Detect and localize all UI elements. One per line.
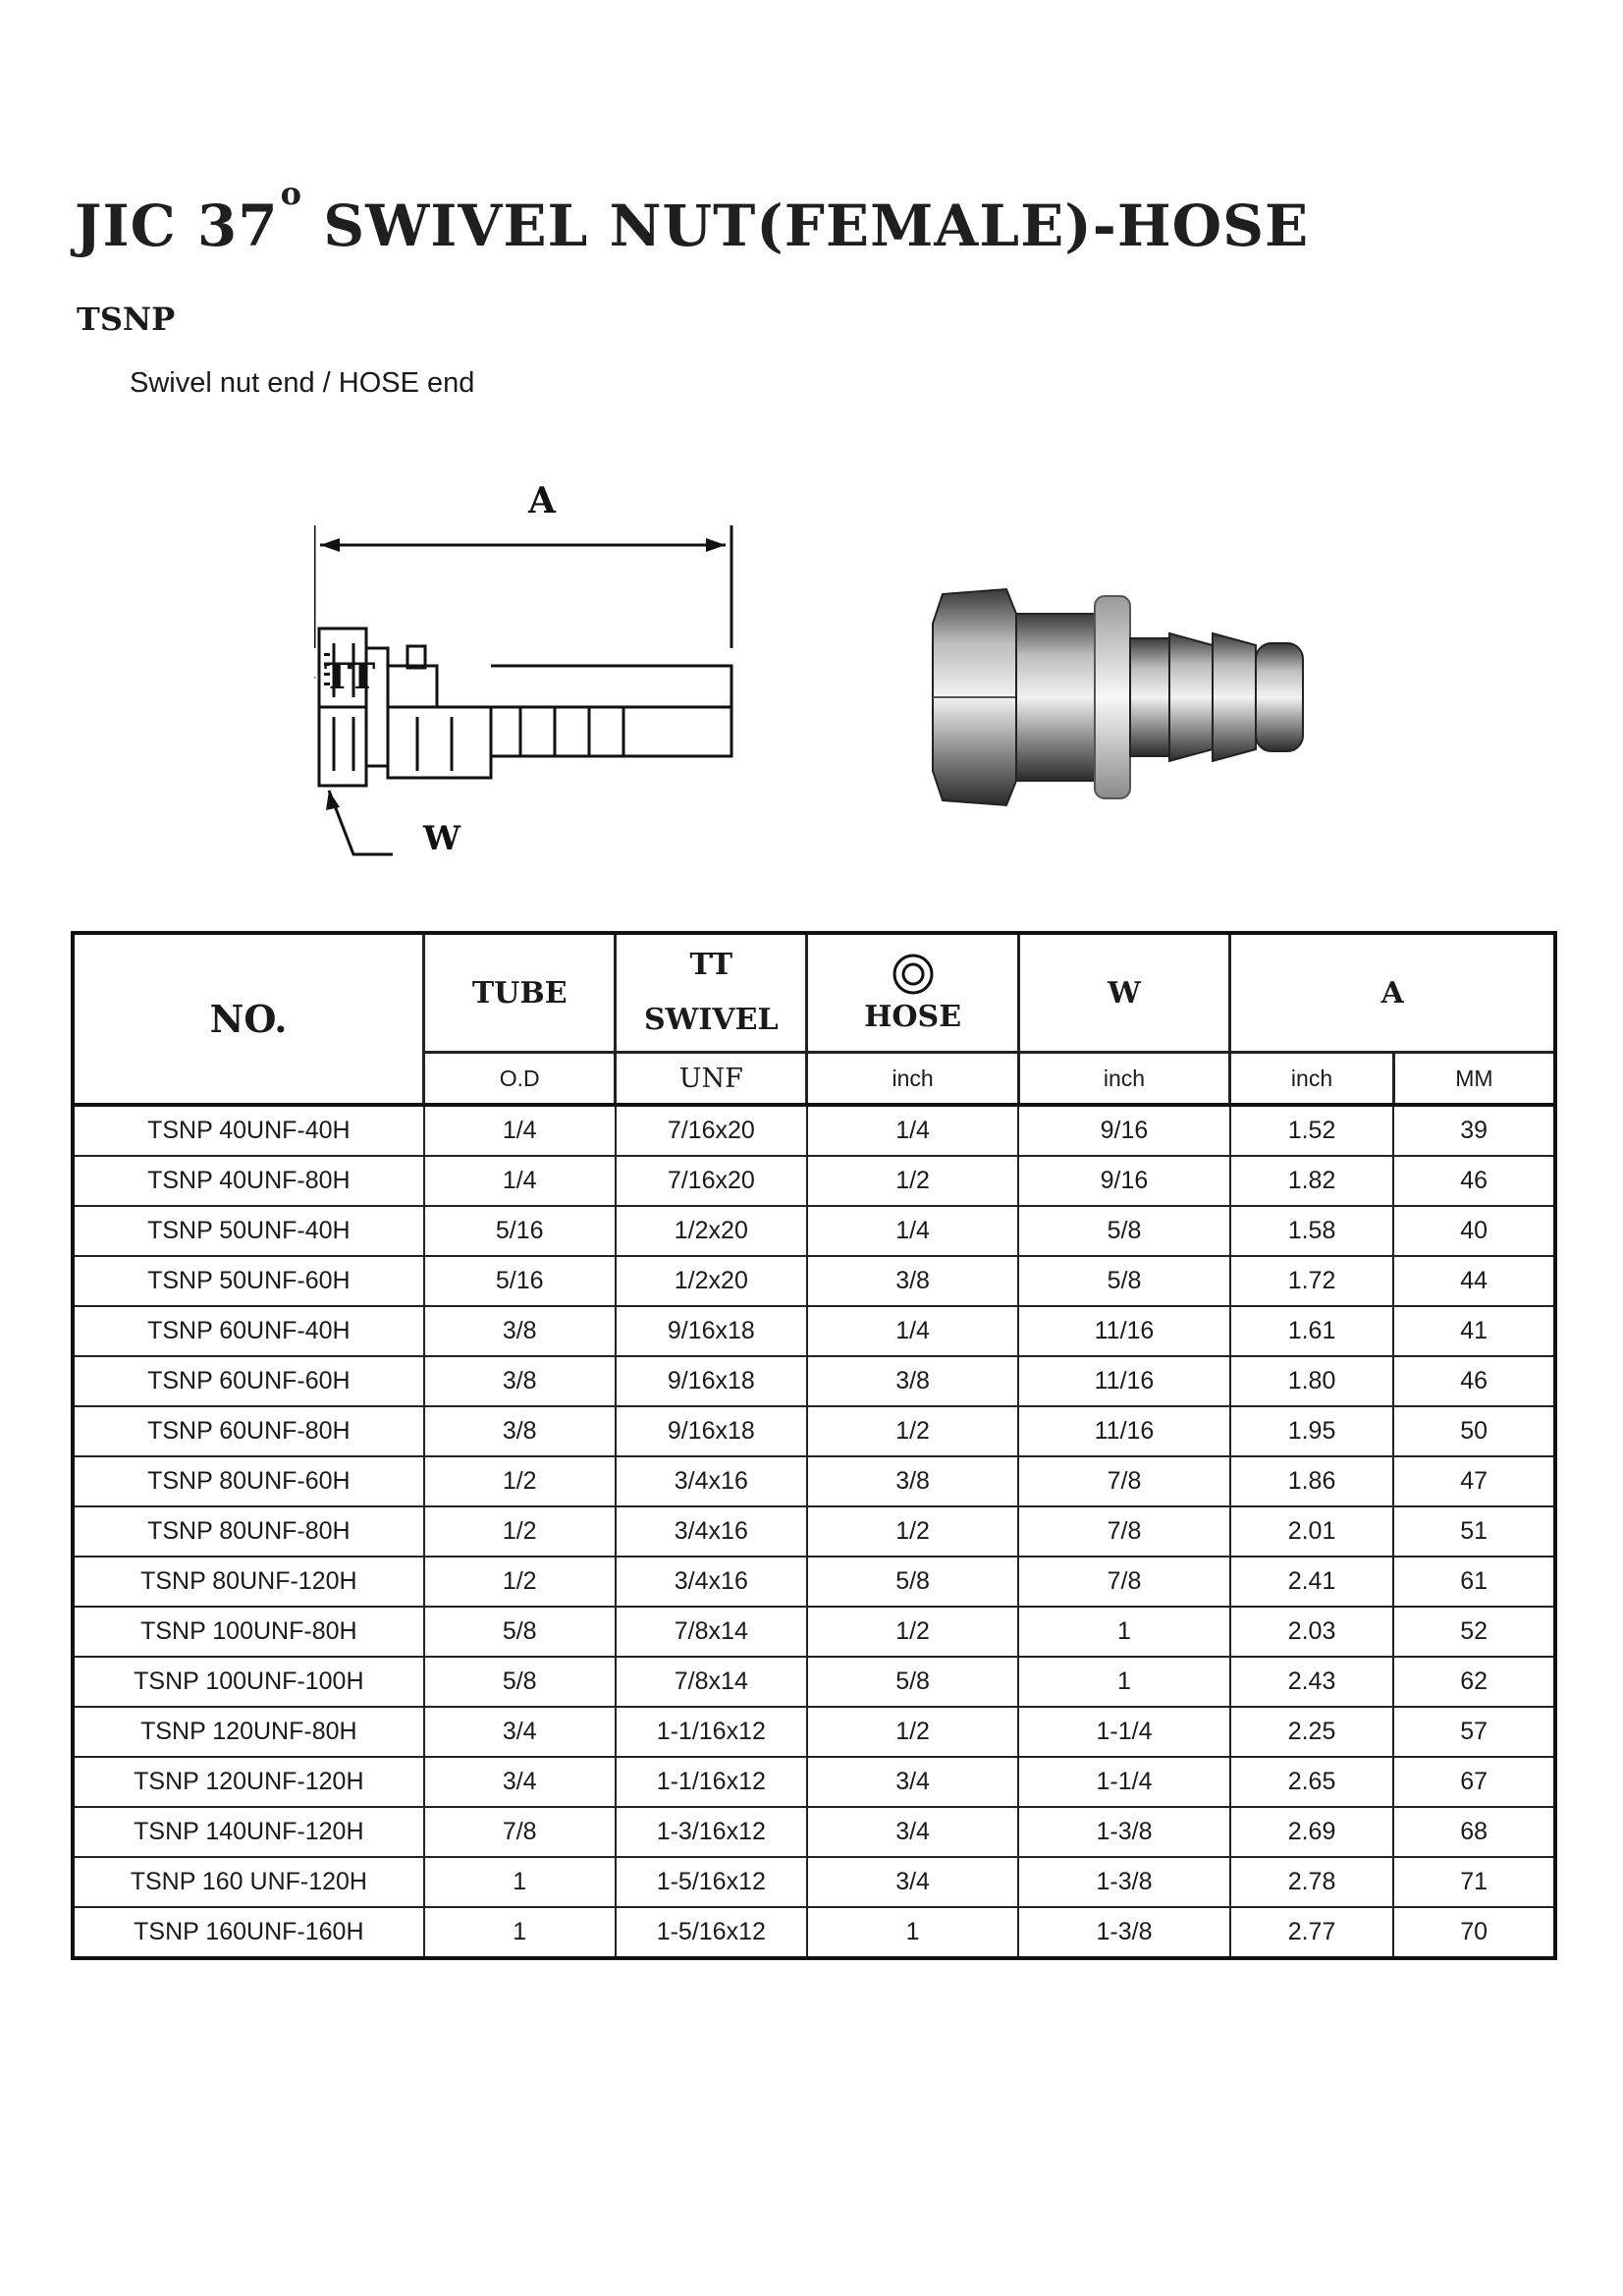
cell-tube-od: 1	[424, 1907, 616, 1958]
cell-w-inch: 1-1/4	[1018, 1757, 1229, 1807]
cell-swivel-unf: 7/16x20	[616, 1156, 807, 1206]
cell-swivel-unf: 7/16x20	[616, 1105, 807, 1156]
cell-a-mm: 67	[1393, 1757, 1555, 1807]
cell-no: TSNP 160UNF-160H	[73, 1907, 424, 1958]
cell-a-mm: 46	[1393, 1156, 1555, 1206]
cell-a-inch: 2.78	[1230, 1857, 1394, 1907]
table-row	[73, 1807, 1555, 1857]
cell-no: TSNP 80UNF-120H	[73, 1557, 424, 1607]
cell-w-inch: 9/16	[1018, 1156, 1229, 1206]
cell-a-mm: 50	[1393, 1406, 1555, 1456]
table-row	[73, 1406, 1555, 1456]
col-header-w: W	[1018, 933, 1229, 1053]
cell-swivel-unf: 1/2x20	[616, 1206, 807, 1256]
col-header-hose-label: HOSE	[864, 999, 962, 1034]
cell-w-inch: 1-3/8	[1018, 1857, 1229, 1907]
cell-hose-inch: 1/2	[807, 1156, 1018, 1206]
cell-w-inch: 7/8	[1018, 1506, 1229, 1557]
cell-a-mm: 57	[1393, 1707, 1555, 1757]
cell-w-inch: 11/16	[1018, 1406, 1229, 1456]
cell-hose-inch: 3/4	[807, 1857, 1018, 1907]
cell-a-inch: 1.82	[1230, 1156, 1394, 1206]
cell-a-mm: 62	[1393, 1657, 1555, 1707]
cell-a-inch: 1.72	[1230, 1256, 1394, 1306]
sub-header-swivel: UNF	[616, 1053, 807, 1106]
cell-no: TSNP 60UNF-40H	[73, 1306, 424, 1356]
title-main: JIC 37	[75, 192, 279, 259]
table-row	[73, 1306, 1555, 1356]
cell-a-mm: 68	[1393, 1807, 1555, 1857]
cell-a-inch: 2.77	[1230, 1907, 1394, 1958]
cell-w-inch: 5/8	[1018, 1206, 1229, 1256]
sub-header-a-mm: MM	[1393, 1053, 1555, 1106]
cell-hose-inch: 3/8	[807, 1256, 1018, 1306]
cell-w-inch: 5/8	[1018, 1256, 1229, 1306]
cell-no: TSNP 50UNF-40H	[73, 1206, 424, 1256]
cell-no: TSNP 160 UNF-120H	[73, 1857, 424, 1907]
col-header-tube: TUBE	[424, 933, 616, 1053]
cell-no: TSNP 80UNF-60H	[73, 1456, 424, 1506]
table-row	[73, 1657, 1555, 1707]
cell-no: TSNP 60UNF-60H	[73, 1356, 424, 1406]
product-code: TSNP	[77, 301, 176, 338]
cell-tube-od: 5/16	[424, 1256, 616, 1306]
cell-a-inch: 2.25	[1230, 1707, 1394, 1757]
col-header-hose	[807, 933, 1018, 1053]
cell-swivel-unf: 1-1/16x12	[616, 1707, 807, 1757]
cell-a-inch: 1.86	[1230, 1456, 1394, 1506]
cell-no: TSNP 40UNF-80H	[73, 1156, 424, 1206]
cell-w-inch: 11/16	[1018, 1306, 1229, 1356]
cell-a-inch: 2.69	[1230, 1807, 1394, 1857]
cell-a-mm: 52	[1393, 1607, 1555, 1657]
table-body	[73, 1105, 1555, 1958]
cell-a-mm: 61	[1393, 1557, 1555, 1607]
dimension-label-tt: TT	[324, 656, 376, 697]
cell-swivel-unf: 3/4x16	[616, 1506, 807, 1557]
table-header-row	[73, 933, 1555, 1053]
fitting-product-photo	[928, 574, 1321, 820]
cell-w-inch: 1-3/8	[1018, 1907, 1229, 1958]
cell-tube-od: 5/16	[424, 1206, 616, 1256]
cell-a-mm: 41	[1393, 1306, 1555, 1356]
cell-hose-inch: 1/2	[807, 1506, 1018, 1557]
cell-no: TSNP 120UNF-120H	[73, 1757, 424, 1807]
cell-hose-inch: 3/4	[807, 1807, 1018, 1857]
cell-hose-inch: 5/8	[807, 1657, 1018, 1707]
table-row	[73, 1757, 1555, 1807]
table-row	[73, 1907, 1555, 1958]
cell-hose-inch: 3/4	[807, 1757, 1018, 1807]
cell-swivel-unf: 1-1/16x12	[616, 1757, 807, 1807]
table-row	[73, 1506, 1555, 1557]
table-row	[73, 1607, 1555, 1657]
cell-a-inch: 1.58	[1230, 1206, 1394, 1256]
cell-w-inch: 1-3/8	[1018, 1807, 1229, 1857]
cell-w-inch: 1	[1018, 1607, 1229, 1657]
cell-a-mm: 47	[1393, 1456, 1555, 1506]
cell-tube-od: 1/2	[424, 1456, 616, 1506]
cell-w-inch: 7/8	[1018, 1456, 1229, 1506]
cell-no: TSNP 60UNF-80H	[73, 1406, 424, 1456]
cell-hose-inch: 3/8	[807, 1456, 1018, 1506]
col-header-swivel: SWIVEL	[643, 1003, 779, 1037]
cell-tube-od: 1	[424, 1857, 616, 1907]
sub-header-w: inch	[1018, 1053, 1229, 1106]
table-row	[73, 1707, 1555, 1757]
cell-no: TSNP 100UNF-80H	[73, 1607, 424, 1657]
cell-a-inch: 1.52	[1230, 1105, 1394, 1156]
cell-a-inch: 2.41	[1230, 1557, 1394, 1607]
sub-header-tube: O.D	[424, 1053, 616, 1106]
table-row	[73, 1256, 1555, 1306]
cell-no: TSNP 100UNF-100H	[73, 1657, 424, 1707]
table-row	[73, 1557, 1555, 1607]
cell-a-inch: 2.65	[1230, 1757, 1394, 1807]
cell-hose-inch: 1/4	[807, 1206, 1018, 1256]
fitting-dimension-drawing	[314, 471, 746, 874]
dimension-label-w: W	[422, 819, 461, 858]
cell-no: TSNP 50UNF-60H	[73, 1256, 424, 1306]
cell-swivel-unf: 9/16x18	[616, 1356, 807, 1406]
cell-w-inch: 1-1/4	[1018, 1707, 1229, 1757]
title-rest: SWIVEL NUT(FEMALE)-HOSE	[323, 192, 1310, 259]
cell-swivel-unf: 1-5/16x12	[616, 1907, 807, 1958]
sub-header-a-inch: inch	[1230, 1053, 1394, 1106]
cell-swivel-unf: 1-5/16x12	[616, 1857, 807, 1907]
dimension-label-a: A	[528, 480, 556, 521]
cell-a-inch: 1.95	[1230, 1406, 1394, 1456]
cell-no: TSNP 120UNF-80H	[73, 1707, 424, 1757]
cell-swivel-unf: 9/16x18	[616, 1306, 807, 1356]
col-header-tt: TT	[689, 948, 733, 982]
table-row	[73, 1456, 1555, 1506]
cell-hose-inch: 1/4	[807, 1306, 1018, 1356]
table-row	[73, 1206, 1555, 1256]
table-row	[73, 1356, 1555, 1406]
cell-a-inch: 2.01	[1230, 1506, 1394, 1557]
cell-hose-inch: 1/2	[807, 1707, 1018, 1757]
cell-tube-od: 1/2	[424, 1506, 616, 1557]
cell-hose-inch: 5/8	[807, 1557, 1018, 1607]
cell-tube-od: 5/8	[424, 1607, 616, 1657]
cell-swivel-unf: 3/4x16	[616, 1456, 807, 1506]
cell-a-mm: 70	[1393, 1907, 1555, 1958]
cell-hose-inch: 1	[807, 1907, 1018, 1958]
cell-tube-od: 3/4	[424, 1757, 616, 1807]
cell-tube-od: 3/8	[424, 1406, 616, 1456]
cell-swivel-unf: 3/4x16	[616, 1557, 807, 1607]
hose-bore-icon	[892, 953, 935, 996]
cell-hose-inch: 1/2	[807, 1607, 1018, 1657]
cell-no: TSNP 80UNF-80H	[73, 1506, 424, 1557]
cell-hose-inch: 1/4	[807, 1105, 1018, 1156]
table-row	[73, 1105, 1555, 1156]
product-description: Swivel nut end / HOSE end	[130, 367, 475, 399]
cell-w-inch: 1	[1018, 1657, 1229, 1707]
col-header-tt-swivel	[616, 933, 807, 1053]
cell-w-inch: 9/16	[1018, 1105, 1229, 1156]
cell-hose-inch: 3/8	[807, 1356, 1018, 1406]
cell-a-inch: 1.80	[1230, 1356, 1394, 1406]
table-row	[73, 1156, 1555, 1206]
cell-tube-od: 1/4	[424, 1156, 616, 1206]
cell-a-inch: 2.03	[1230, 1607, 1394, 1657]
cell-a-inch: 2.43	[1230, 1657, 1394, 1707]
spec-table	[71, 931, 1557, 1960]
cell-a-inch: 1.61	[1230, 1306, 1394, 1356]
cell-swivel-unf: 1/2x20	[616, 1256, 807, 1306]
cell-a-mm: 46	[1393, 1356, 1555, 1406]
cell-a-mm: 40	[1393, 1206, 1555, 1256]
cell-tube-od: 7/8	[424, 1807, 616, 1857]
degree-symbol: o	[280, 174, 302, 212]
page-title	[75, 174, 1310, 259]
col-header-no: NO.	[73, 933, 424, 1105]
cell-no: TSNP 140UNF-120H	[73, 1807, 424, 1857]
cell-a-mm: 39	[1393, 1105, 1555, 1156]
cell-tube-od: 1/2	[424, 1557, 616, 1607]
cell-tube-od: 5/8	[424, 1657, 616, 1707]
cell-no: TSNP 40UNF-40H	[73, 1105, 424, 1156]
cell-w-inch: 11/16	[1018, 1356, 1229, 1406]
cell-w-inch: 7/8	[1018, 1557, 1229, 1607]
sub-header-hose: inch	[807, 1053, 1018, 1106]
table-row	[73, 1857, 1555, 1907]
cell-swivel-unf: 1-3/16x12	[616, 1807, 807, 1857]
cell-tube-od: 3/8	[424, 1356, 616, 1406]
cell-a-mm: 71	[1393, 1857, 1555, 1907]
cell-swivel-unf: 9/16x18	[616, 1406, 807, 1456]
cell-a-mm: 51	[1393, 1506, 1555, 1557]
cell-hose-inch: 1/2	[807, 1406, 1018, 1456]
col-header-a: A	[1230, 933, 1555, 1053]
cell-swivel-unf: 7/8x14	[616, 1607, 807, 1657]
cell-tube-od: 3/4	[424, 1707, 616, 1757]
cell-tube-od: 3/8	[424, 1306, 616, 1356]
cell-a-mm: 44	[1393, 1256, 1555, 1306]
cell-tube-od: 1/4	[424, 1105, 616, 1156]
cell-swivel-unf: 7/8x14	[616, 1657, 807, 1707]
